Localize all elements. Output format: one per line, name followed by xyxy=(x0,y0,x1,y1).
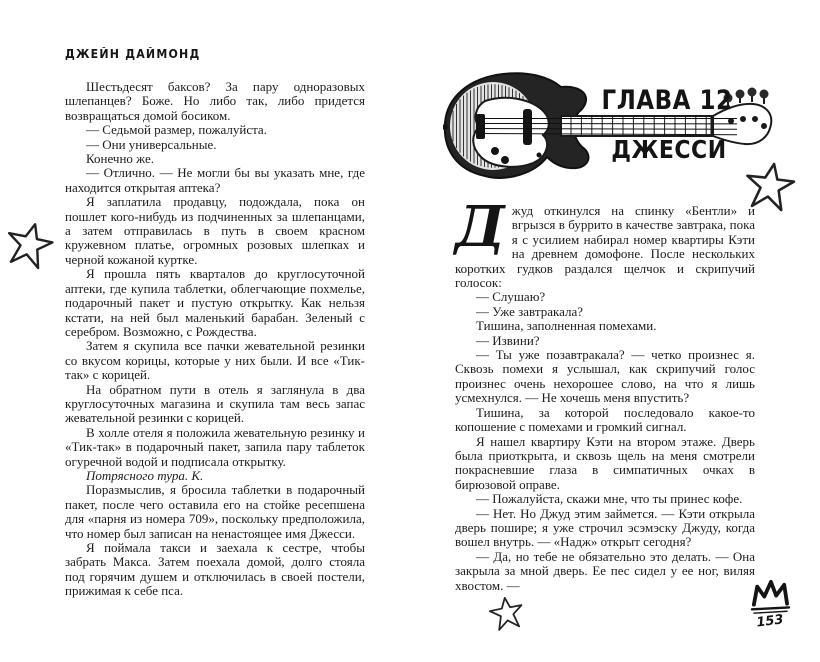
guitar-pickup xyxy=(523,109,532,145)
paragraph: Я заплатила продавцу, подождала, пока он пошлет кого-нибудь из подчиненных за шлепанцами, а затем отправилась в путь в своем красном кружевном платье, огромных розовых шлепках и черной кожаной куртке. xyxy=(65,194,365,267)
opening-text: жуд откинулся на спинку «Бентли» и вгрызся в буррито в качестве завтрака, пока я с усилием набирал номер квартиры Кэти на древнем домофоне. После нескольких коротких гудков раздался щелчок и скрипучий голосок: xyxy=(455,203,755,291)
chapter-name-heading: ДЖЕССИ xyxy=(611,136,727,165)
paragraph: Потрясного тура. К. xyxy=(86,467,204,483)
guitar-bridge xyxy=(476,114,485,139)
crown-doodle-icon xyxy=(746,580,794,616)
author-running-head: ДЖЕЙН ДАЙМОНД xyxy=(65,47,201,62)
page-number: 153 xyxy=(755,612,785,631)
paragraph: Я нашел квартиру Кэти на втором этаже. Дверь была приоткрыта, и сквозь щель на меня смотрели покрасневшие глаза в симпатичных очках в бирюзовой оправе. xyxy=(455,433,755,492)
paragraph: — Они универсальные. xyxy=(86,136,217,152)
star-doodle-left-margin xyxy=(0,216,58,274)
drop-cap-letter: Д xyxy=(455,194,505,260)
paragraph: Тишина, за которой последовало какое-то копошение с помехами и громкий сигнал. xyxy=(455,404,755,435)
star-doodle-bottom xyxy=(486,593,526,633)
chapter-number-heading: ГЛАВА 12 xyxy=(601,86,733,116)
paragraph: — Уже завтракала? xyxy=(476,303,584,319)
chapter-opening-paragraph xyxy=(455,194,755,291)
paragraph: На обратном пути в отель я заглянула в два круглосуточных магазина и скупила там весь запас жевательной резинки с корицей. xyxy=(65,381,365,426)
left-page-text xyxy=(65,80,365,599)
paragraph: Тишина, заполненная помехами. xyxy=(476,318,657,334)
paragraph: — Извини? xyxy=(476,332,540,348)
paragraph: Конечно же. xyxy=(86,151,155,167)
tuner-button xyxy=(760,90,769,99)
right-page-paragraphs xyxy=(455,290,755,593)
guitar-knob xyxy=(491,147,499,155)
paragraph: Поразмыслив, я бросила таблетки в подарочный пакет, после чего оставила его на стойке ресепшена для «парня из номера 709», поскольку предположила, что номер был записан на ненастоящее имя Джесси. xyxy=(65,482,365,541)
paragraph: Шестьдесят баксов? За пару одноразовых шлепанцев? Боже. Но либо так, либо придется возвращаться домой босиком. xyxy=(65,79,365,123)
paragraph: Затем я скупила все пачки жевательной резинки со вкусом корицы, которые у них были. И все «Тик-так» с корицей. xyxy=(65,338,365,383)
paragraph: — Отлично. — Не могли бы вы указать мне, где находится открытая аптека? xyxy=(65,165,365,195)
paragraph: — Пожалуйста, скажи мне, что ты принес кофе. xyxy=(476,491,743,507)
paragraph: В холле отеля я положила жевательную резинку и «Тик-так» в подарочный пакет, запила пару таблеток огуречной водой и подписала открытку. xyxy=(65,424,365,469)
paragraph: — Седьмой размер, пожалуйста. xyxy=(86,122,267,138)
paragraph: — Нет. Но Джуд этим займется. — Кэти открыла дверь пошире; я уже строчил эсэмэску Джуду, когда вошел внутрь. — «Надж» открыт сегодня? xyxy=(455,505,755,550)
paragraph: — Ты уже позавтракала? — четко произнес я. Сквозь помехи я услышал, как скрипучий голос произнес очень нехорошее слово, на что я лишь усмехнулся. — Не хочешь меня впустить? xyxy=(455,347,755,406)
page-number-block xyxy=(743,580,797,629)
paragraph: — Да, но тебе не обязательно это делать. — Она закрыла за мной дверь. Ее пес сидел у ее ног, виляя хвостом. — xyxy=(455,548,755,593)
paragraph: Я прошла пять кварталов до круглосуточной аптеки, где купила таблетки, облегчающие похмелье, подарочный пакет и пустую открытку. Как нельзя кстати, на ней был маленький барабан. Зеленый с серебром. Возможно, с Рождества. xyxy=(65,266,365,339)
paragraph: Я поймала такси и заехала к сестре, чтобы забрать Макса. Затем поехала домой, долго стояла под горячим душем и отключилась в своей постели, прижимая к себе пса. xyxy=(65,540,365,599)
guitar-jack xyxy=(537,153,542,158)
paragraph: — Слушаю? xyxy=(476,289,546,305)
guitar-knob xyxy=(501,156,509,164)
right-page-text xyxy=(455,194,755,593)
